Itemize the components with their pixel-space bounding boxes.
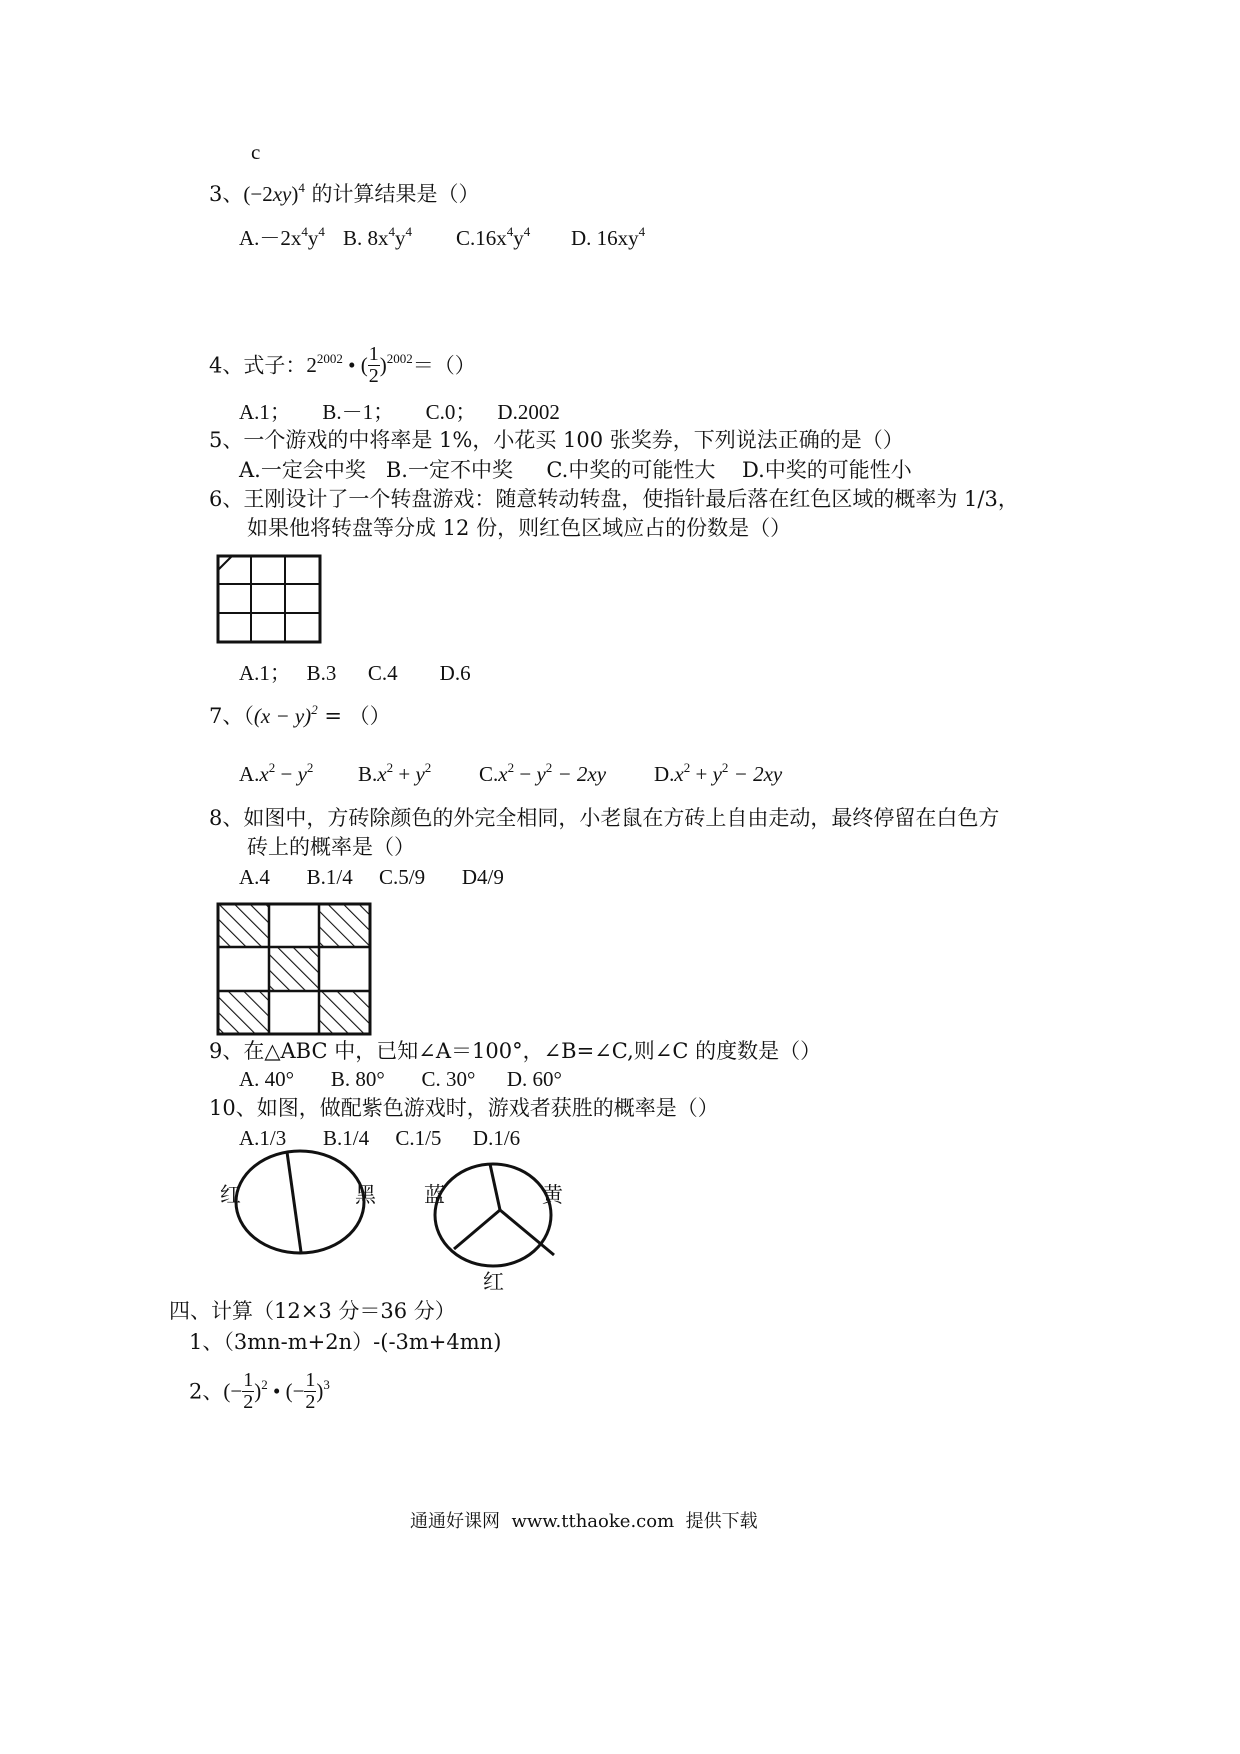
q3-option-c: $C.16x^4y^4$ <box>456 224 531 250</box>
tile-shaded <box>319 991 369 1033</box>
tile-shaded <box>219 905 269 947</box>
stray-letter: c <box>251 140 261 164</box>
q6-options: A.1； B.3 C.4 D.6 <box>239 661 471 685</box>
q6-stem-line2: 如果他将转盘等分成 12 份，则红色区域应占的份数是（） <box>247 516 792 540</box>
q8-stem-line2: 砖上的概率是（） <box>247 835 415 859</box>
spinner-2-label-left: 蓝 <box>424 1183 445 1207</box>
q3-option-a: $A.-2x^4y^4$ <box>239 224 325 250</box>
q10-stem: 10、如图，做配紫色游戏时，游戏者获胜的概率是（） <box>209 1096 719 1120</box>
section-4-title: 四、计算（12×3 分＝36 分） <box>169 1299 456 1323</box>
spinner-1 <box>236 1151 364 1253</box>
section-4-problem-1: 1、（3mn-m+2n）-(-3m+4mn) <box>189 1330 502 1354</box>
q3-expression: $(-2xy)^4$ <box>243 180 305 206</box>
q6-stem-line1: 6、王刚设计了一个转盘游戏：随意转动转盘，使指针最后落在红色区域的概率为 1/3， <box>209 487 1019 511</box>
q8-tile-figure <box>216 902 372 1036</box>
spinner-2-label-bottom: 红 <box>483 1270 504 1294</box>
tile-shaded <box>269 947 319 991</box>
section-4-problem-2: 2、(− $\frac{1}{2}$ )$^2$ • (− $\frac{1}{2}$ )$^3$ <box>189 1369 330 1413</box>
q7-option-c: $C.x^2 - y^2 - 2xy$ <box>479 760 607 786</box>
spinner-1-label-left: 红 <box>220 1183 241 1207</box>
question-3 <box>209 180 480 206</box>
q9-stem: 9、在△ABC 中，已知∠A＝100°，∠B=∠C,则∠C 的度数是（） <box>209 1039 822 1063</box>
q3-option-d: D. $16xy^4$ <box>571 224 646 250</box>
q7-expression: $(x - y)^2$ <box>253 702 318 728</box>
q9-options: A. 40° B. 80° C. 30° D. 60° <box>239 1067 562 1091</box>
q5-stem: 5、一个游戏的中将率是 1%，小花买 100 张奖券，下列说法正确的是（） <box>209 428 904 452</box>
tile-shaded <box>219 991 269 1033</box>
tile-shaded <box>319 905 369 947</box>
q4-options: A.1； B.－1； C.0； D.2002 <box>239 400 560 424</box>
q3-number: 3、 <box>209 182 244 206</box>
spinner-1-label-right: 黑 <box>355 1183 376 1207</box>
q7-option-b: $B.x^2 + y^2$ <box>358 760 432 786</box>
q8-stem-line1: 8、如图中，方砖除颜色的外完全相同，小老鼠在方砖上自由走动，最终停留在白色方 <box>209 806 1000 830</box>
q10-options: A.1/3 B.1/4 C.1/5 D.1/6 <box>239 1126 521 1150</box>
q7-option-d: $D.x^2 + y^2 - 2xy$ <box>654 760 783 786</box>
spinner-2-label-right: 黄 <box>542 1183 563 1207</box>
q3-stem: 的计算结果是（） <box>304 182 480 206</box>
q4-expression: $2^{2002}$ • ( $\frac{1}{2}$ )$^{2002}$ <box>306 343 413 387</box>
q6-grid-figure <box>216 554 322 644</box>
footer: 通通好课网 www.tthaoke.com 提供下载 <box>410 1511 758 1532</box>
q3-option-b: B. $8x^4y^4$ <box>343 224 413 250</box>
spinner-2 <box>435 1164 554 1266</box>
q4-stem: 4、式子： <box>209 353 307 378</box>
q10-spinners-figure <box>214 1142 594 1302</box>
q7-option-a: $A.x^2 - y^2$ <box>239 760 314 786</box>
question-4: 4、式子：$2^{2002}$ • ( $\frac{1}{2}$ )$^{2002}$＝（） <box>209 343 476 387</box>
q8-options: A.4 B.1/4 C.5/9 D4/9 <box>239 865 504 889</box>
question-7: 7、（$(x - y)^2$ = （） <box>209 702 391 728</box>
q5-options: A.一定会中奖 B.一定不中奖 C.中奖的可能性大 D.中奖的可能性小 <box>239 458 912 482</box>
